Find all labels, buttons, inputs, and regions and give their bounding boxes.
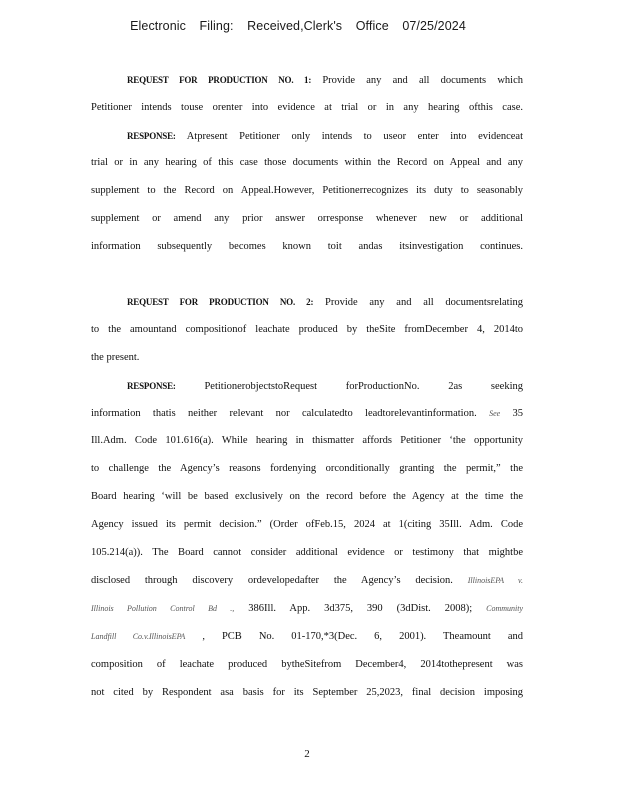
response-2-line-8-text: disclosed through discovery ordevelopedafter the Agency’s decision. — [91, 575, 453, 586]
request-1-text: Provide any and all documents which — [322, 75, 523, 86]
request-1-line-2: Petitioner intends touse orenter into evidence at trial or in any hearing ofthis case. — [91, 102, 523, 113]
response-2-line-2-text: information thatis neither relevant nor calculatedto leadtorelevantinformation. — [91, 408, 477, 419]
response-1-line-2: trial or in any hearing of this case those documents within the Record on Appeal and any — [91, 157, 523, 168]
page-number: 2 — [304, 748, 310, 760]
response-2-line-12: not cited by Respondent asa basis for its September 25,2023, final decision imposing — [91, 687, 523, 698]
response-2-line-10 — [91, 630, 523, 644]
case-citation-1: IllinoisEPA v. — [467, 576, 524, 585]
response-1-label: RESPONSE: — [127, 131, 176, 141]
request-2-line-3: the present. — [91, 352, 140, 363]
response-2-line-6: Agency issued its permit decision.” (Order ofFeb.15, 2024 at 1(citing 35Ill. Adm. Code — [91, 519, 523, 530]
response-2-line-7: 105.214(a)). The Board cannot consider additional evidence or testimony that mightbe — [91, 547, 523, 558]
response-2-line-11: composition of leachate produced bytheSitefrom December4, 2014tothepresent was — [91, 659, 523, 670]
response-2-line-5: Board hearing ‘will be based exclusively on the record before the Agency at the time the — [91, 491, 523, 502]
request-2-text: Provide any and all documentsrelating — [325, 297, 523, 308]
response-1-line-1 — [127, 129, 523, 144]
response-1-line-5: information subsequently becomes known toit andas itsinvestigation continues. — [91, 241, 523, 252]
response-2-text: PetitionerobjectstoRequest forProductionNo. 2as seeking — [204, 381, 523, 392]
request-2-line-2: to the amountand compositionof leachate produced by theSite fromDecember 4, 2014to — [91, 324, 523, 335]
response-1-line-4: supplement or amend any prior answer orresponse whenever new or additional — [91, 213, 523, 224]
request-2-label: REQUEST FOR PRODUCTION NO. 2: — [127, 297, 314, 307]
response-2-line-9-text: 386Ill. App. 3d375, 390 (3dDist. 2008); — [248, 603, 473, 614]
case-citation-1-cont: Illinois Pollution Control Bd ., — [91, 604, 235, 613]
request-1-line-1 — [127, 73, 523, 88]
response-2-line-8 — [91, 574, 523, 588]
response-2-line-9 — [91, 602, 523, 616]
response-2-line-3: Ill.Adm. Code 101.616(a). While hearing in thismatter affords Petitioner ‘the opportunity — [91, 435, 523, 446]
response-2-line-2-end: 35 — [512, 408, 524, 419]
filing-stamp: Electronic Filing: Received,Clerk's Office 07/25/2024 — [130, 19, 466, 33]
response-1-line-3: supplement to the Record on Appeal.However, Petitionerrecognizes its duty to seasonably — [91, 185, 523, 196]
response-2-line-1 — [127, 379, 523, 394]
request-1-label: REQUEST FOR PRODUCTION NO. 1: — [127, 75, 312, 85]
response-1-text: Atpresent Petitioner only intends to useor enter into evidenceat — [186, 131, 524, 142]
response-2-line-10-text: , PCB No. 01-170,*3(Dec. 6, 2001). Theamount and — [202, 631, 523, 642]
case-citation-2-cont: Landfill Co.v.IllinoisEPA — [91, 632, 186, 641]
request-2-line-1 — [127, 295, 523, 310]
case-citation-2: Community — [486, 604, 524, 613]
response-2-label: RESPONSE: — [127, 381, 176, 391]
response-2-line-2 — [91, 407, 523, 421]
see-signal: See — [489, 409, 501, 418]
response-2-line-4: to challenge the Agency’s reasons fordenying orconditionally granting the permit,” the — [91, 463, 523, 474]
